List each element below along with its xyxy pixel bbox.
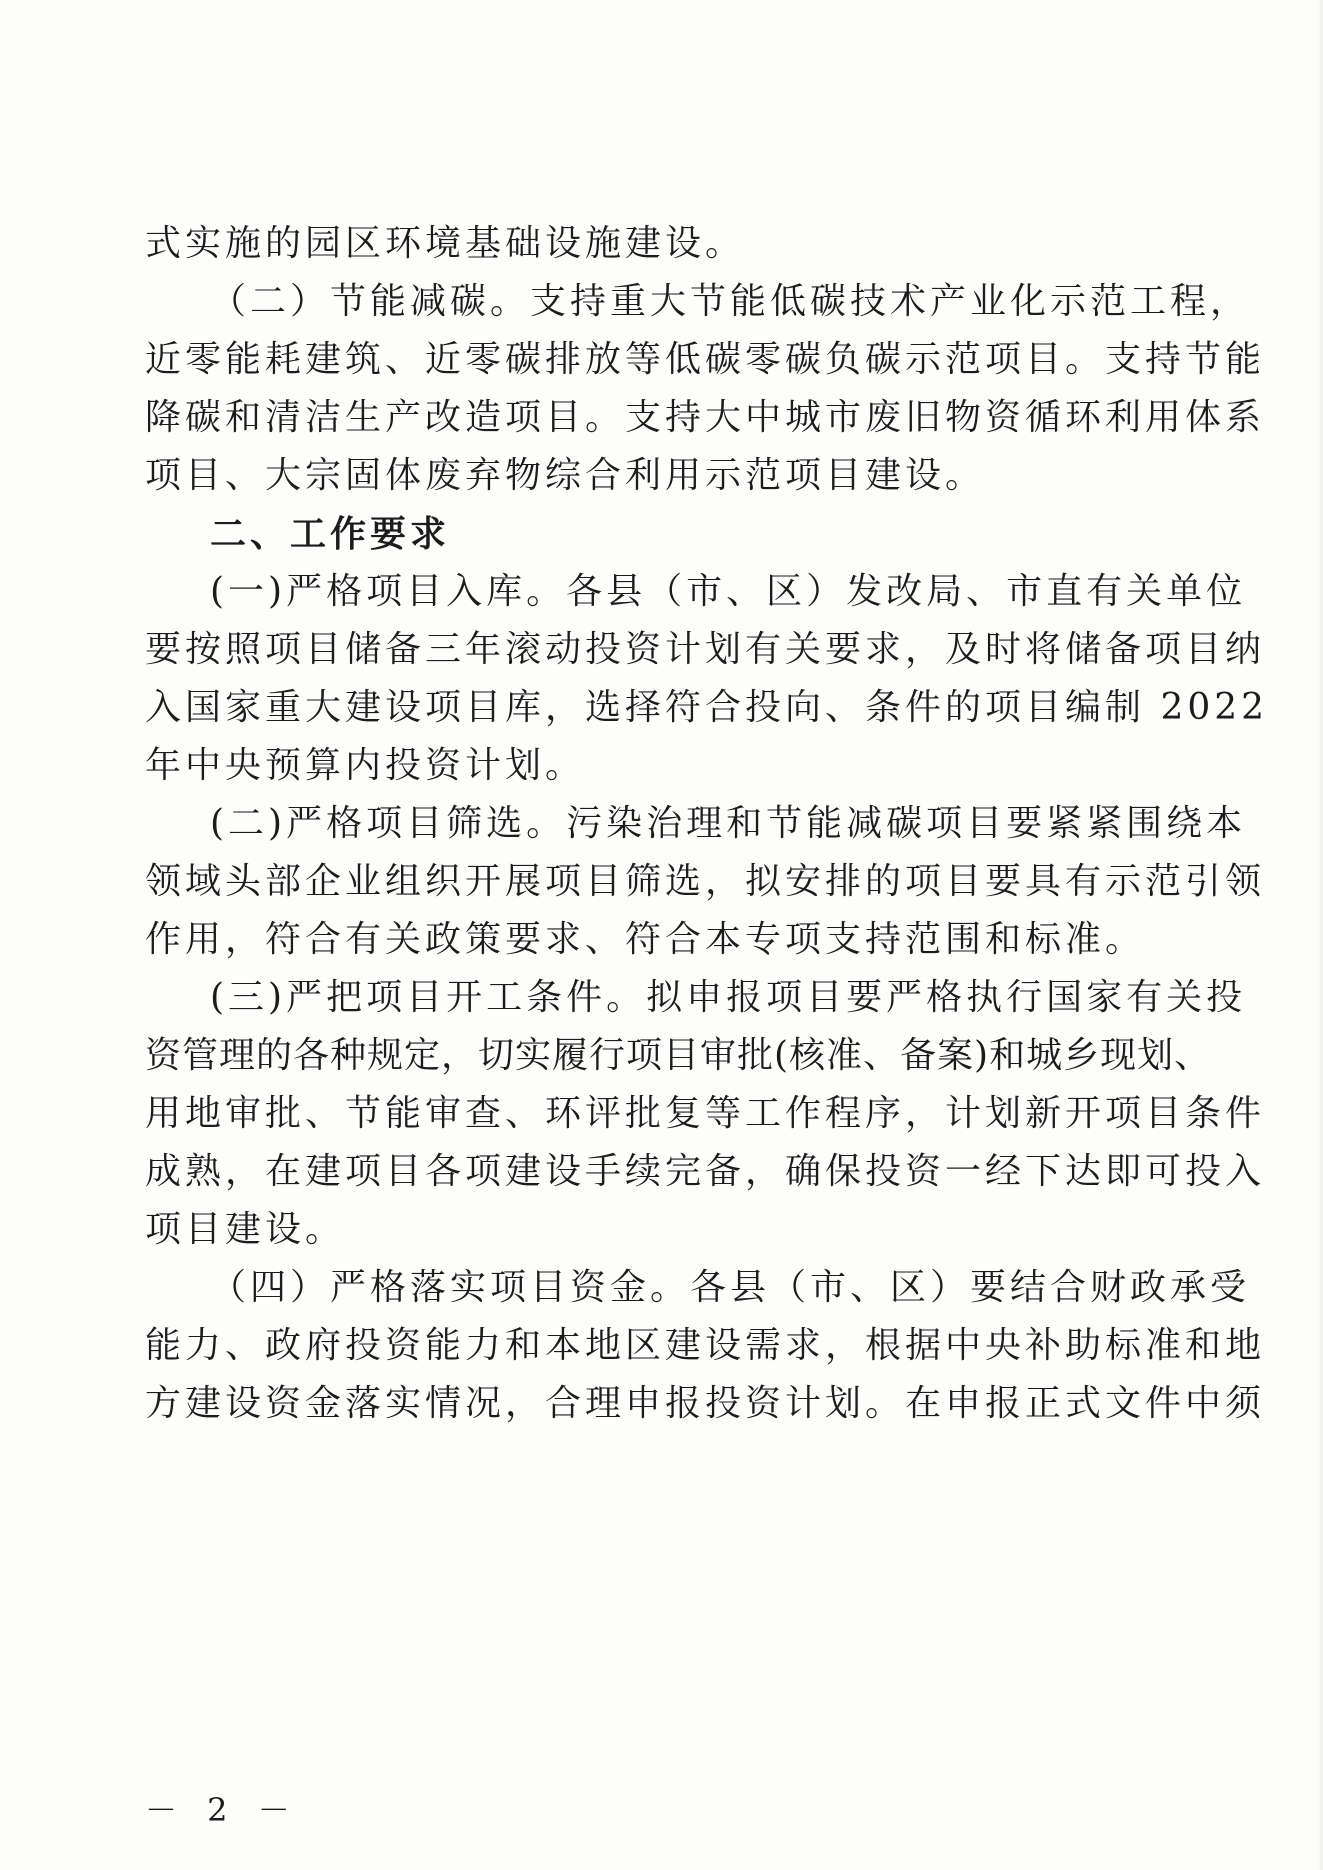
- body-line-19: （四）严格落实项目资金。各县（市、区）要结合财政承受: [210, 1267, 1251, 1308]
- body-line-13: 作用，符合有关政策要求、符合本专项支持范围和标准。: [145, 919, 1146, 960]
- body-line-20: 能力、政府投资能力和本地区建设需求，根据中央补助标准和地: [145, 1325, 1266, 1366]
- body-line-7: (一)严格项目入库。各县（市、区）发改局、市直有关单位: [210, 571, 1247, 612]
- body-line-3: 近零能耗建筑、近零碳排放等低碳零碳负碳示范项目。支持节能: [145, 339, 1266, 380]
- page-number: － 2 －: [145, 1791, 300, 1829]
- body-line-17: 成熟，在建项目各项建设手续完备，确保投资一经下达即可投入: [145, 1151, 1266, 1192]
- body-line-5: 项目、大宗固体废弃物综合利用示范项目建设。: [145, 455, 986, 496]
- scan-edge-shadow: [1317, 0, 1323, 1870]
- body-line-14: (三)严把项目开工条件。拟申报项目要严格执行国家有关投: [210, 977, 1247, 1018]
- section-heading: 二、工作要求: [210, 513, 451, 555]
- body-line-8: 要按照项目储备三年滚动投资计划有关要求，及时将储备项目纳: [145, 629, 1266, 670]
- body-line-21: 方建设资金落实情况，合理申报投资计划。在申报正式文件中须: [145, 1383, 1266, 1424]
- body-line-9: 入国家重大建设项目库，选择符合投向、条件的项目编制 2022: [145, 687, 1269, 728]
- body-line-2: （二）节能减碳。支持重大节能低碳技术产业化示范工程，: [210, 281, 1251, 322]
- body-line-1: 式实施的园区环境基础设施建设。: [145, 223, 746, 264]
- body-line-10: 年中央预算内投资计划。: [145, 745, 586, 786]
- body-line-11: (二)严格项目筛选。污染治理和节能减碳项目要紧紧围绕本: [210, 803, 1247, 844]
- body-line-18: 项目建设。: [145, 1209, 346, 1250]
- body-line-16: 用地审批、节能审查、环评批复等工作程序，计划新开项目条件: [145, 1093, 1266, 1134]
- body-line-12: 领域头部企业组织开展项目筛选，拟安排的项目要具有示范引领: [145, 861, 1266, 902]
- body-line-4: 降碳和清洁生产改造项目。支持大中城市废旧物资循环利用体系: [145, 397, 1266, 438]
- body-line-15: 资管理的各种规定，切实履行项目审批(核准、备案)和城乡现划、: [145, 1035, 1212, 1076]
